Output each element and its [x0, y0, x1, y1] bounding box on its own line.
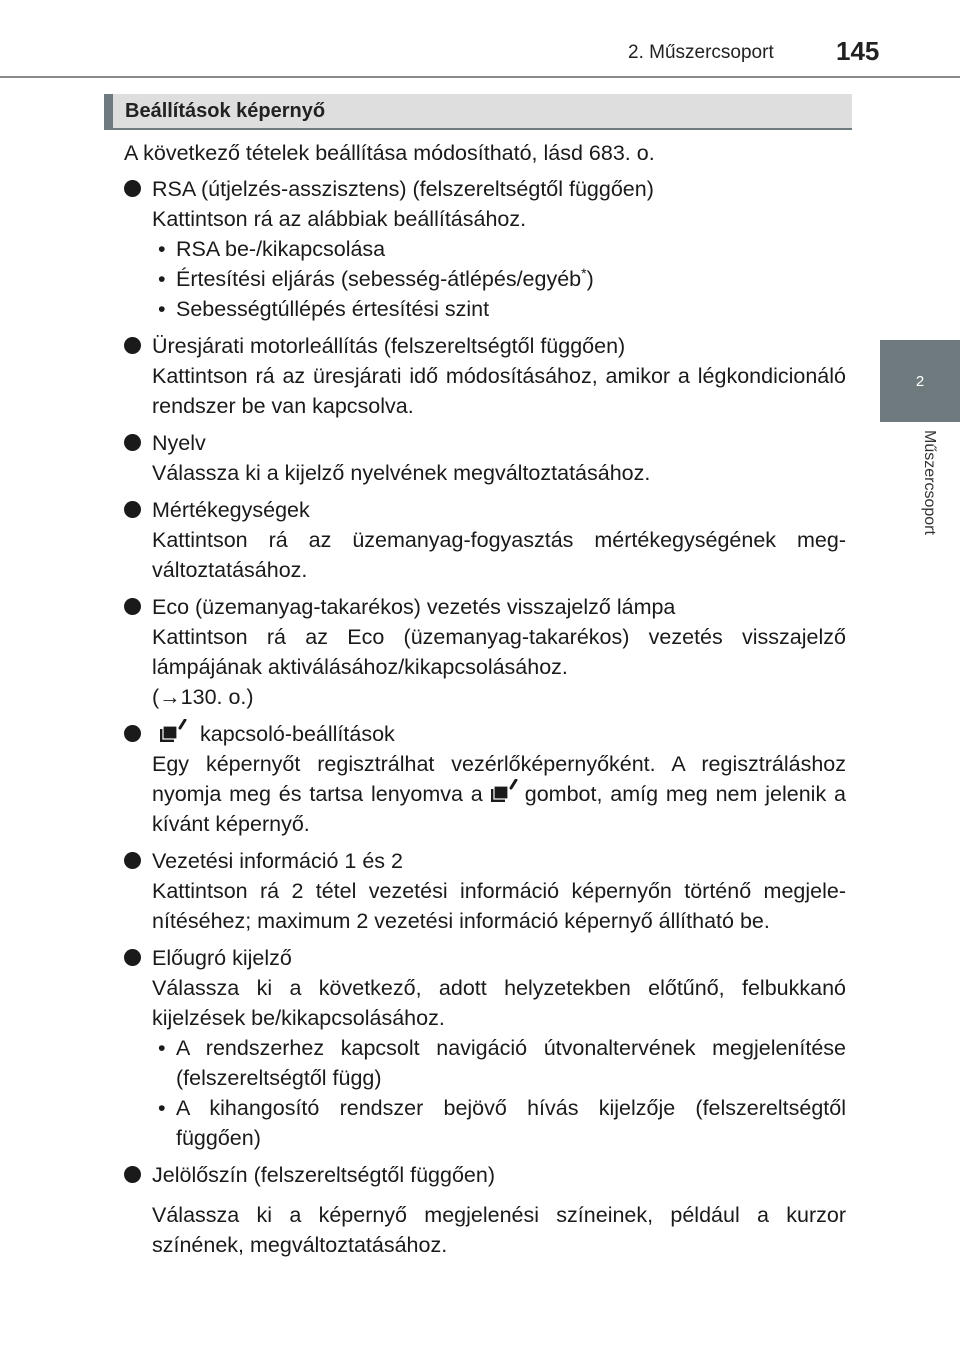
- item-heading: [124, 719, 846, 749]
- list-item-idle-stop: [124, 331, 846, 421]
- body-content: [124, 138, 846, 1267]
- bullet-icon: [124, 949, 141, 966]
- page-reference: (→130. o.): [152, 685, 254, 709]
- item-title: Előugró kijelző: [152, 946, 292, 970]
- item-heading: [124, 428, 846, 458]
- sub-item-text: RSA be-/kikapcsolása: [176, 237, 386, 261]
- page-number: 145: [836, 36, 880, 66]
- item-title: Üresjárati motorleállítás (felszereltségtől függően): [152, 334, 626, 358]
- item-heading: [124, 943, 846, 973]
- sub-item: [124, 1093, 846, 1153]
- list-item-units: [124, 495, 846, 585]
- list-item-accent-color: [124, 1160, 846, 1260]
- list-item-eco-lamp: [124, 592, 846, 712]
- screen-switch-icon: [489, 779, 519, 805]
- item-title: Mértékegységek: [152, 498, 310, 522]
- screen-switch-icon: [158, 719, 188, 745]
- item-heading: [124, 331, 846, 361]
- list-item-popup-display: [124, 943, 846, 1153]
- item-heading: [124, 846, 846, 876]
- sub-item-text-close: ): [586, 267, 594, 291]
- sub-list: [124, 234, 846, 324]
- list-item-language: [124, 428, 846, 488]
- item-heading: [124, 174, 846, 204]
- sub-list: [124, 1033, 846, 1153]
- item-description: Kattintson rá az alábbiak beállításához.: [152, 207, 527, 231]
- item-heading: [124, 592, 846, 622]
- item-title: RSA (útjelzés-asszisztens) (felszereltségtől függően): [152, 177, 654, 201]
- sub-item: [124, 294, 846, 324]
- bullet-icon: [124, 1166, 141, 1183]
- bullet-icon: [124, 434, 141, 451]
- item-heading: [124, 1160, 846, 1190]
- chapter-tab-label: Műszercsoport: [921, 430, 938, 535]
- item-description-part: Egy képernyőt regisztrálhat vezérlőképernyőként. A regisztráláshoz nyomja meg és tartsa lenyomva a: [152, 752, 846, 806]
- section-title-text: Beállítások képernyő: [125, 99, 326, 122]
- bullet-icon: [124, 337, 141, 354]
- sub-item-text: Értesítési eljárás (sebesség-átlépés/egyéb: [176, 267, 582, 291]
- item-title: Nyelv: [152, 431, 206, 455]
- item-title: Jelölőszín (felszereltségtől függően): [152, 1163, 495, 1187]
- item-description-part: gombot, amíg meg nem jelenik a kívánt képernyő.: [152, 782, 846, 836]
- footnote-asterisk: *: [581, 264, 587, 281]
- item-description: Kattintson rá az üresjárati idő módosításához, amikor a légkondicionáló rendszer be van kapcsolva.: [152, 364, 846, 418]
- sub-item-text: Sebességtúllépés értesítési szint: [176, 297, 490, 321]
- bullet-icon: [124, 852, 141, 869]
- header-divider: [0, 76, 960, 78]
- sub-item: [124, 1033, 846, 1093]
- section-title: [104, 94, 852, 130]
- sub-bullet-icon: •: [158, 1036, 166, 1060]
- sub-item: [124, 264, 846, 294]
- bullet-icon: [124, 725, 141, 742]
- header-section-title: 2. Műszercsoport: [628, 42, 774, 63]
- list-item-driving-info: [124, 846, 846, 936]
- chapter-tab: [880, 340, 960, 422]
- item-description: Válassza ki a kijelző nyelvének megváltoztatásához.: [152, 461, 651, 485]
- sub-bullet-icon: •: [158, 267, 166, 291]
- item-description: [124, 749, 846, 839]
- bullet-icon: [124, 598, 141, 615]
- intro-text: A következő tételek beállítása módosítható, lásd 683. o.: [124, 141, 655, 165]
- bullet-icon: [124, 180, 141, 197]
- item-title: Eco (üzemanyag-takarékos) vezetés visszajelző lámpa: [152, 595, 676, 619]
- sub-bullet-icon: •: [158, 237, 166, 261]
- item-description: Kattintson rá 2 tétel vezetési információ képernyőn történő megjelenítéséhez; maximum 2 vezetési információ képernyő állítható be.: [152, 879, 846, 933]
- item-description: Kattintson rá az Eco (üzemanyag-takarékos) vezetés visszajelző lámpájának aktiválásához/kikapcsolásához.: [152, 625, 846, 679]
- list-item-rsa: [124, 174, 846, 324]
- sub-bullet-icon: •: [158, 1096, 166, 1120]
- item-description: Válassza ki a következő, adott helyzetekben előtűnő, felbukkanó kijelzések be/kikapcsolásához.: [152, 976, 846, 1030]
- item-description: Kattintson rá az üzemanyag-fogyasztás mértékegységének megváltoztatásához.: [152, 528, 846, 582]
- item-title: Vezetési információ 1 és 2: [152, 849, 403, 873]
- item-heading: [124, 495, 846, 525]
- item-description: Válassza ki a képernyő megjelenési színeinek, például a kurzor színének, megváltoztatásához.: [152, 1203, 846, 1257]
- sub-item: [124, 234, 846, 264]
- sub-item-text: A rendszerhez kapcsolt navigáció útvonaltervének megjelenítése (felszereltségtől függ): [176, 1036, 846, 1090]
- sub-item-text: A kihangosító rendszer bejövő hívás kijelzője (felszereltségtől függően): [176, 1096, 846, 1150]
- chapter-tab-number: 2: [915, 372, 925, 390]
- sub-bullet-icon: •: [158, 297, 166, 321]
- list-item-switch-settings: [124, 719, 846, 839]
- bullet-icon: [124, 501, 141, 518]
- item-title: kapcsoló-beállítások: [199, 722, 395, 746]
